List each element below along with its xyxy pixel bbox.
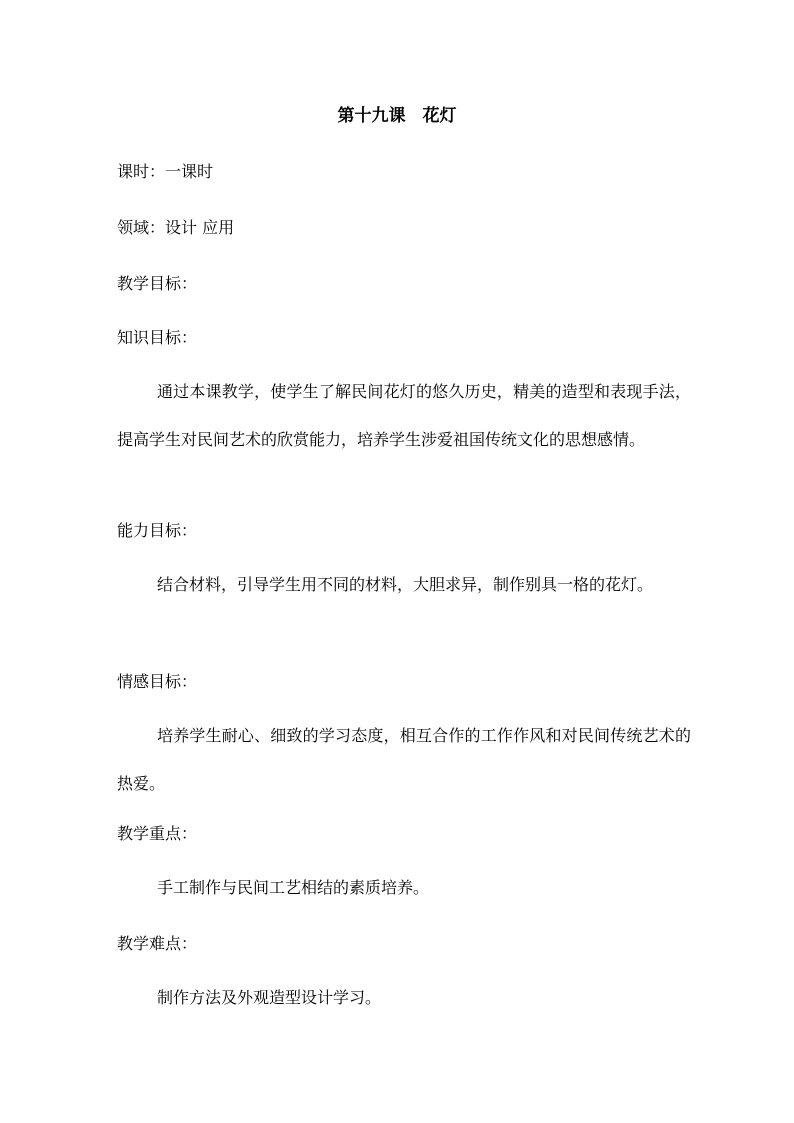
ability-goal-text: 结合材料，引导学生用不同的材料，大胆求异，制作别具一格的花灯。 <box>157 575 654 594</box>
knowledge-goal-heading: 知识目标： <box>117 328 198 347</box>
emotion-goal-heading: 情感目标： <box>117 672 198 691</box>
knowledge-goal-text: 通过本课教学，使学生了解民间花灯的悠久历史，精美的造型和表现手法，提高学生对民间艺术的欣赏能力，培养学生涉爱祖国传统文化的思想感情。 <box>117 382 691 449</box>
key-point-heading: 教学重点： <box>117 824 198 843</box>
ability-goal-heading: 能力目标： <box>117 521 198 540</box>
domain-line: 领域：设计 应用 <box>117 218 235 237</box>
emotion-goal-text: 培养学生耐心、细致的学习态度，相互合作的工作作风和对民间传统艺术的热爱。 <box>117 726 691 793</box>
difficulty-heading: 教学难点： <box>117 934 198 953</box>
key-point-text: 手工制作与民间工艺相结的素质培养。 <box>157 878 430 897</box>
difficulty-text: 制作方法及外观造型设计学习。 <box>157 988 382 1007</box>
class-hours-line: 课时：一课时 <box>117 162 214 181</box>
lesson-title: 第十九课 花灯 <box>337 106 457 126</box>
teaching-goals-heading: 教学目标： <box>117 274 198 293</box>
